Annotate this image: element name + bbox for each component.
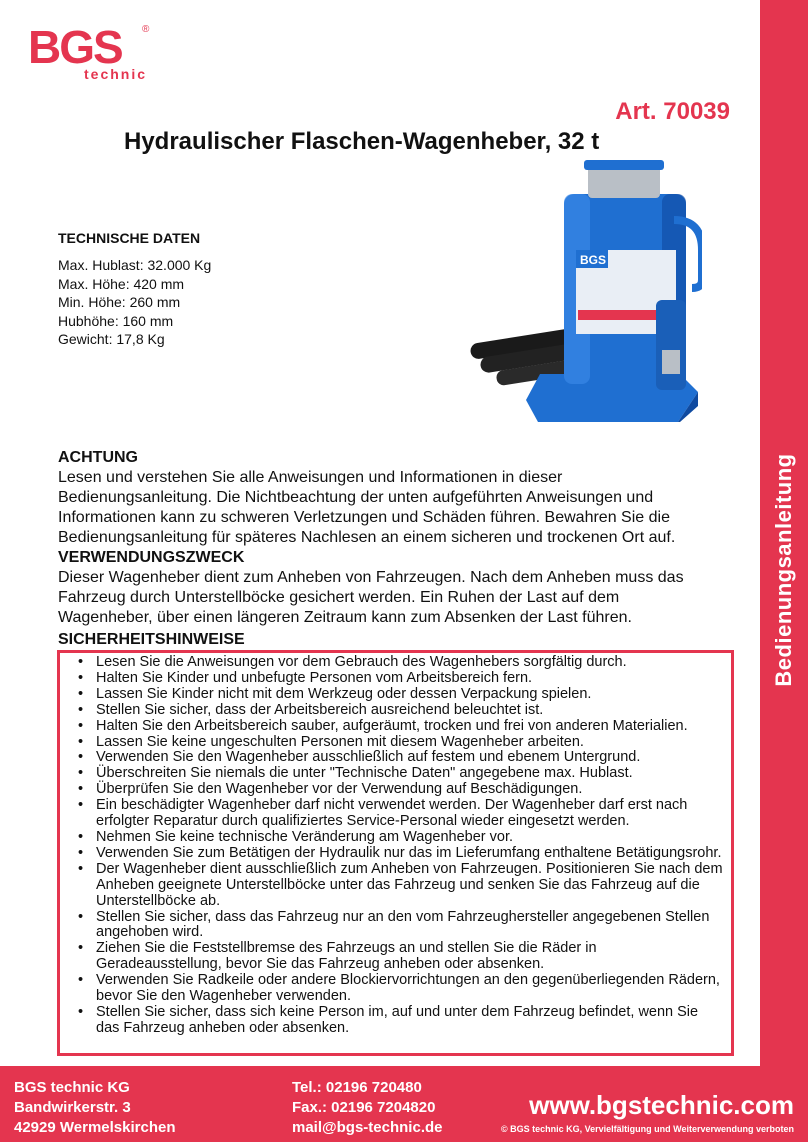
side-label: Bedienungsanleitung: [771, 453, 796, 687]
tech-item: Gewicht: 17,8 Kg: [58, 331, 165, 347]
footer-company: BGS technic KG: [14, 1079, 130, 1096]
footer: [0, 1066, 808, 1142]
tech-item: Hubhöhe: 160 mm: [58, 312, 174, 329]
footer-street: Bandwirkerstr. 3: [14, 1099, 131, 1116]
footer-address: [14, 1078, 176, 1138]
section-achtung: [58, 448, 698, 548]
bgs-logo: [28, 22, 158, 84]
footer-city: 42929 Wermelskirchen: [14, 1119, 176, 1136]
footer-copyright: © BGS technic KG, Vervielfältigung und Weiterverwendung verboten: [500, 1124, 794, 1134]
tech-data-list: [58, 256, 211, 349]
safety-item: • Überschreiten Sie niemals die unter "Technische Daten" angegebene max. Hublast.: [70, 766, 723, 782]
tech-item: Min. Höhe: 260 mm: [58, 294, 181, 310]
safety-item: • Stellen Sie sicher, dass der Arbeitsbereich ausreichend beleuchtet ist.: [70, 703, 723, 719]
page-title: Hydraulischer Flaschen-Wagenheber, 32 t: [124, 128, 600, 155]
tech-item: Max. Hublast: 32.000 Kg: [58, 257, 212, 273]
zweck-heading: VERWENDUNGSZWECK: [58, 549, 245, 566]
safety-item: • Lassen Sie keine ungeschulten Personen mit diesem Wagenheber arbeiten.: [70, 735, 723, 751]
article-number: Art. 70039: [615, 98, 730, 125]
footer-contact: [292, 1078, 443, 1138]
safety-item: • Verwenden Sie Radkeile oder andere Blockiervorrichtungen an den gegenüberliegenden Rädern, bevor Sie den Wagenheber verwenden.: [70, 973, 723, 1005]
jack-label-text: BGS: [580, 253, 607, 267]
footer-fax: Fax.: 02196 7204820: [292, 1099, 436, 1116]
achtung-heading: ACHTUNG: [58, 449, 138, 466]
safety-heading: SICHERHEITSHINWEISE: [58, 631, 245, 648]
jack-pump: [656, 300, 686, 390]
achtung-text: Lesen und verstehen Sie alle Anweisungen und Informationen in dieser Bedienungsanleitung. Die Nichtbeachtung der unten aufgeführten Anweisungen und Informationen kann zu schweren Verletzungen und Schäden führen. Bewahren Sie die Bedienungsanleitung für späteres Nachlesen an einem sicheren und trockenen Ort auf.: [58, 469, 676, 546]
safety-item: • Stellen Sie sicher, dass sich keine Person im, auf und unter dem Fahrzeug befindet, wenn Sie das Fahrzeug anheben oder absenken.: [70, 1005, 723, 1037]
safety-item: • Nehmen Sie keine technische Veränderung am Wagenheber vor.: [70, 830, 723, 846]
safety-item: • Halten Sie Kinder und unbefugte Personen vom Arbeitsbereich fern.: [70, 671, 723, 687]
logo-text: BGS: [28, 21, 122, 73]
safety-item: • Halten Sie den Arbeitsbereich sauber, aufgeräumt, trocken und frei von anderen Materialien.: [70, 719, 723, 735]
safety-item: • Verwenden Sie den Wagenheber ausschließlich auf festem und ebenem Untergrund.: [70, 750, 723, 766]
safety-item: • Überprüfen Sie den Wagenheber vor der Verwendung auf Beschädigungen.: [70, 782, 723, 798]
footer-website-link[interactable]: www.bgstechnic.com: [529, 1090, 794, 1120]
tech-item: Max. Höhe: 420 mm: [58, 275, 185, 292]
safety-list: [60, 653, 731, 1037]
zweck-text: Dieser Wagenheber dient zum Anheben von Fahrzeugen. Nach dem Anheben muss das Fahrzeug durch Unterstellböcke gesichert werden. Ein Ruhen der Last auf dem Wagenheber, über einen längeren Zeitraum kann zum Absenken der Last führen.: [58, 569, 684, 626]
logo-subtext: technic: [84, 66, 148, 82]
footer-mail[interactable]: mail@bgs-technic.de: [292, 1119, 443, 1136]
safety-box: [57, 650, 734, 1056]
safety-item: • Lesen Sie die Anweisungen vor dem Gebrauch des Wagenhebers sorgfältig durch.: [70, 655, 723, 671]
bottle-jack-image: [466, 160, 702, 422]
safety-item: • Ein beschädigter Wagenheber darf nicht verwendet werden. Der Wagenheber darf erst nach erfolgter Reparatur durch qualifiziertes Service-Personal wieder eingesetzt werden.: [70, 798, 723, 830]
footer-tel: Tel.: 02196 720480: [292, 1079, 422, 1096]
safety-item: • Ziehen Sie die Feststellbremse des Fahrzeugs an und stellen Sie die Räder in Geradeausstellung, bevor Sie das Fahrzeug anheben oder absenken.: [70, 941, 723, 973]
safety-item: • Stellen Sie sicher, dass das Fahrzeug nur an den vom Fahrzeughersteller angegebenen Stellen angehoben wird.: [70, 910, 723, 942]
safety-item: • Lassen Sie Kinder nicht mit dem Werkzeug oder dessen Verpackung spielen.: [70, 687, 723, 703]
safety-item: • Verwenden Sie zum Betätigen der Hydraulik nur das im Lieferumfang enthaltene Betätigungsrohr.: [70, 846, 723, 862]
tech-data-heading: TECHNISCHE DATEN: [58, 230, 201, 246]
logo-registered-mark: ®: [142, 24, 150, 35]
safety-item: • Der Wagenheber dient ausschließlich zum Anheben von Fahrzeugen. Positionieren Sie nach dem Anheben geeignete Unterstellböcke unter das Fahrzeug und senken Sie das Fahrzeug auf die Unterstellböcke ab.: [70, 862, 723, 910]
section-verwendungszweck: [58, 548, 698, 628]
